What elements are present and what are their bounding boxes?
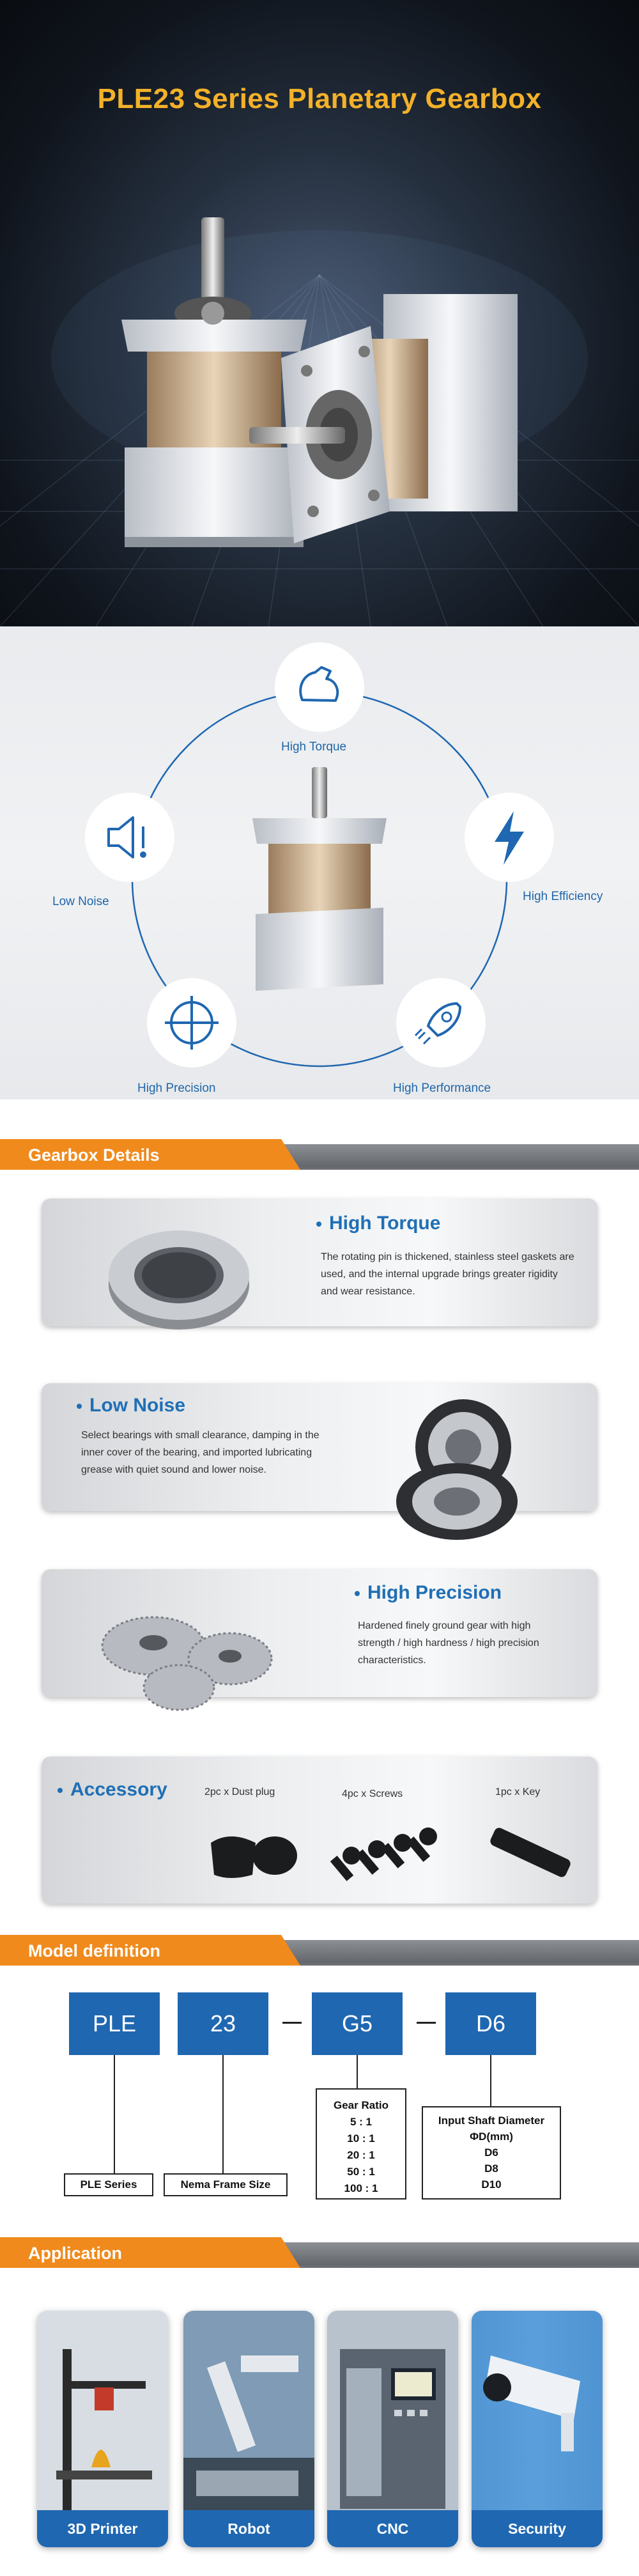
- rocket-icon: [393, 975, 489, 1071]
- model-code-ratio: G5: [312, 1992, 403, 2055]
- ball-bearing-image: [387, 1396, 534, 1549]
- separator-dash: [417, 2022, 436, 2024]
- hero-banner: [0, 0, 639, 626]
- bearing-ring-image: [102, 1224, 256, 1333]
- feature-label-precision: High Precision: [137, 1082, 216, 1095]
- connector-line: [357, 2055, 358, 2088]
- card-title: Low Noise: [77, 1395, 185, 1416]
- model-code-shaft: D6: [445, 1992, 536, 2055]
- shaft-value: D6: [484, 2146, 498, 2159]
- speaker-icon: [82, 789, 178, 885]
- application-label: CNC: [327, 2510, 458, 2547]
- model-code-series: PLE: [69, 1992, 160, 2055]
- model-code-frame: 23: [178, 1992, 268, 2055]
- ratio-value: 20 : 1: [347, 2149, 375, 2161]
- section-title: Model definition: [28, 1941, 160, 1960]
- section-title: Application: [28, 2244, 122, 2263]
- key-image: [482, 1820, 578, 1884]
- bullet-icon: [355, 1591, 360, 1596]
- ratio-value: 100 : 1: [344, 2182, 378, 2194]
- screws-image: [326, 1817, 454, 1888]
- model-label-series: PLE Series: [64, 2173, 153, 2196]
- feature-label-noise: Low Noise: [52, 895, 109, 908]
- feature-label-performance: High Performance: [393, 1082, 491, 1095]
- section-banner-model: [0, 1935, 639, 1967]
- connector-line: [222, 2055, 224, 2173]
- card-title: High Torque: [316, 1213, 440, 1234]
- application-card-cnc: [327, 2311, 458, 2547]
- accessory-label-screws: 4pc x Screws: [342, 1788, 403, 1799]
- shaft-value: D8: [484, 2162, 498, 2175]
- gearbox-center-image: [252, 767, 387, 991]
- application-label: Security: [472, 2510, 603, 2547]
- model-label-ratio: [316, 2088, 406, 2200]
- accessory-label-dust-plug: 2pc x Dust plug: [204, 1787, 275, 1797]
- ratio-title: Gear Ratio: [334, 2099, 389, 2111]
- ratio-value: 10 : 1: [347, 2132, 375, 2145]
- application-card-3d-printer: [37, 2311, 168, 2547]
- application-card-robot: [183, 2311, 314, 2547]
- separator-dash: [282, 2022, 302, 2024]
- bullet-icon: [77, 1404, 82, 1409]
- crosshair-icon: [144, 975, 240, 1071]
- page-title: PLE23 Series Planetary Gearbox: [97, 83, 542, 114]
- features-section: [0, 626, 639, 1099]
- detail-card-noise: [42, 1383, 597, 1511]
- bullet-icon: [58, 1788, 63, 1793]
- model-label-shaft: [422, 2106, 561, 2200]
- section-title: Gearbox Details: [28, 1145, 160, 1165]
- section-banner-application: [0, 2237, 639, 2269]
- gearbox-horizontal-image: [236, 281, 537, 563]
- dust-plug-image: [192, 1817, 307, 1888]
- shaft-value: D10: [481, 2178, 502, 2191]
- accessory-label-key: 1pc x Key: [495, 1787, 541, 1797]
- detail-card-precision: [42, 1569, 597, 1697]
- card-title: Accessory: [58, 1779, 167, 1801]
- gears-image: [96, 1601, 294, 1729]
- card-description: Select bearings with small clearance, damping in the inner cover of the bearing, and imported lubricating grease with quiet sound and lower noise.: [81, 1430, 320, 1475]
- lightning-icon: [461, 789, 557, 885]
- shaft-title: Input Shaft Diameter: [438, 2114, 545, 2127]
- card-description: The rotating pin is thickened, stainless steel gaskets are used, and the internal upgrade brings greater rigidity and wear resistance.: [321, 1252, 574, 1297]
- application-label: 3D Printer: [37, 2510, 168, 2547]
- application-label: Robot: [183, 2510, 314, 2547]
- bullet-icon: [316, 1222, 321, 1227]
- ratio-value: 5 : 1: [350, 2116, 373, 2128]
- shaft-subtitle: ΦD(mm): [470, 2130, 513, 2143]
- detail-card-accessory: [42, 1757, 597, 1904]
- connector-line: [490, 2055, 491, 2106]
- feature-label-torque: High Torque: [281, 740, 347, 754]
- connector-line: [114, 2055, 115, 2173]
- application-card-security: [472, 2311, 603, 2547]
- feature-label-efficiency: High Efficiency: [523, 890, 603, 903]
- ratio-value: 50 : 1: [347, 2166, 375, 2178]
- model-label-frame: Nema Frame Size: [164, 2173, 288, 2196]
- detail-card-torque: [42, 1199, 597, 1326]
- card-description: Hardened finely ground gear with high strength / high hardness / high precision characteristics.: [358, 1620, 539, 1666]
- bicep-icon: [272, 639, 367, 735]
- section-banner-details: [0, 1139, 639, 1171]
- card-title: High Precision: [355, 1582, 502, 1604]
